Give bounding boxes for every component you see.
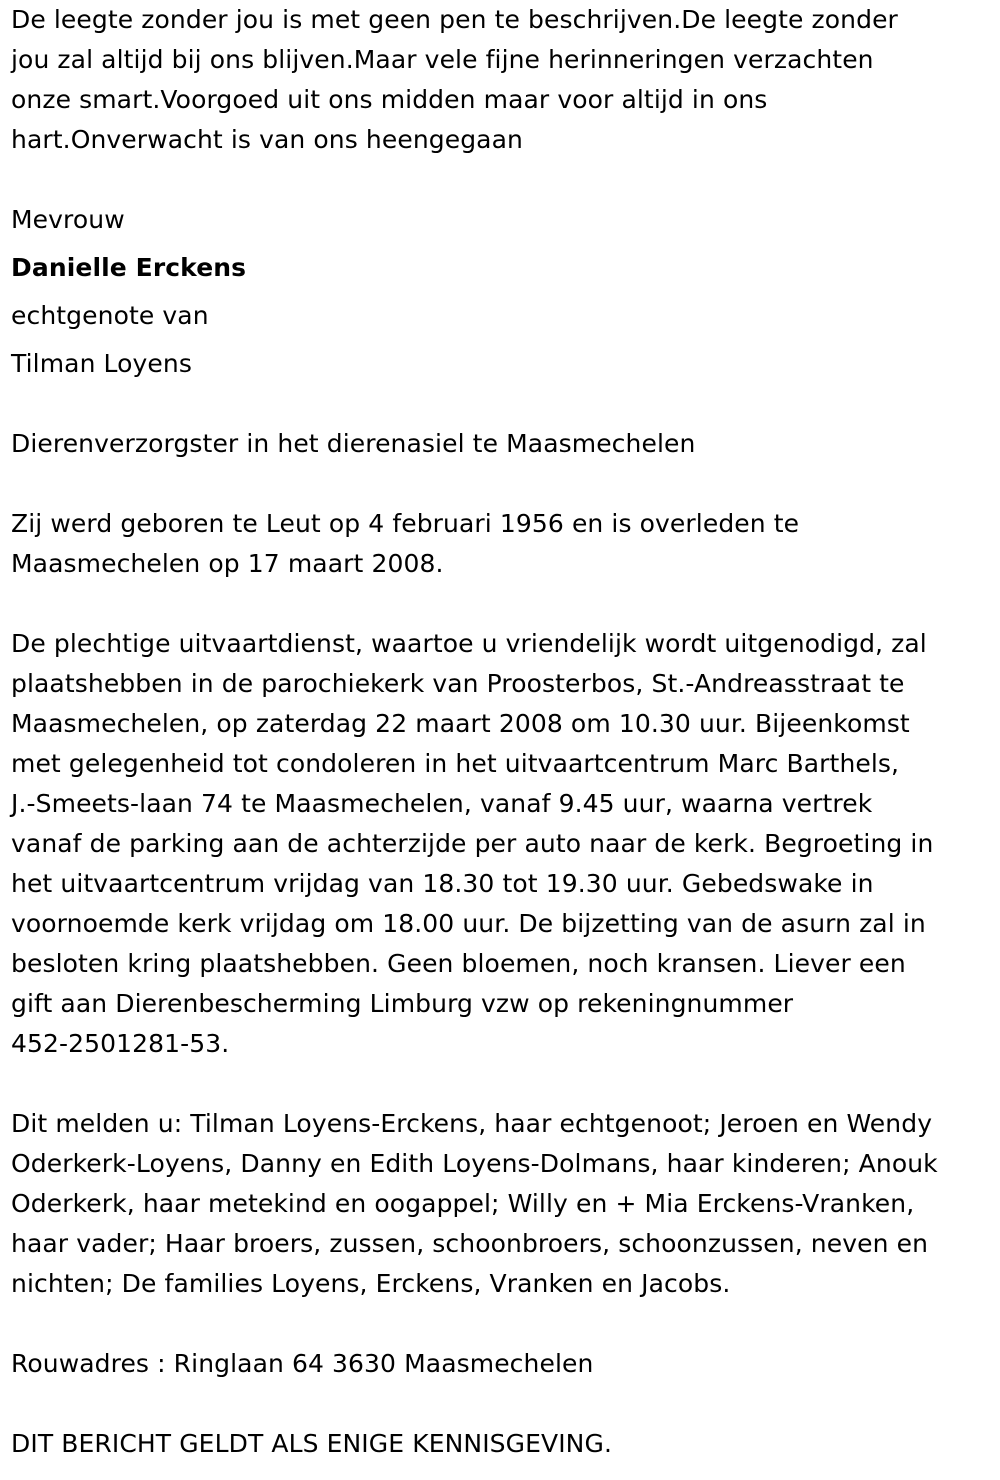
occupation-text: Dierenverzorgster in het dierenasiel te Maasmechelen bbox=[11, 429, 696, 458]
funeral-line: met gelegenheid tot condoleren in het uitvaartcentrum Marc Barthels, bbox=[11, 749, 900, 778]
announcers-line: nichten; De families Loyens, Erckens, Vranken en Jacobs. bbox=[11, 1269, 731, 1298]
funeral-line: het uitvaartcentrum vrijdag van 18.30 tot 19.30 uur. Gebedswake in bbox=[11, 869, 874, 898]
funeral-line: De plechtige uitvaartdienst, waartoe u vriendelijk wordt uitgenodigd, zal bbox=[11, 629, 927, 658]
person-block bbox=[11, 200, 991, 384]
intro-line: hart.Onverwacht is van ons heengegaan bbox=[11, 125, 523, 154]
announcers-line: Oderkerk, haar metekind en oogappel; Willy en + Mia Erckens-Vranken, bbox=[11, 1189, 915, 1218]
notice-paragraph bbox=[11, 1424, 991, 1464]
funeral-line: besloten kring plaatshebben. Geen bloemen, noch kransen. Liever een bbox=[11, 949, 906, 978]
birth-death-paragraph bbox=[11, 504, 991, 584]
funeral-paragraph bbox=[11, 624, 991, 1064]
funeral-line: Maasmechelen, op zaterdag 22 maart 2008 om 10.30 uur. Bijeenkomst bbox=[11, 709, 910, 738]
person-relation: echtgenote van bbox=[11, 301, 209, 330]
spouse-name: Tilman Loyens bbox=[11, 349, 192, 378]
funeral-line: vanaf de parking aan de achterzijde per auto naar de kerk. Begroeting in bbox=[11, 829, 934, 858]
person-name: Danielle Erckens bbox=[11, 253, 247, 282]
person-title: Mevrouw bbox=[11, 205, 125, 234]
funeral-line: voornoemde kerk vrijdag om 18.00 uur. De bijzetting van de asurn zal in bbox=[11, 909, 926, 938]
birth-death-line: Maasmechelen op 17 maart 2008. bbox=[11, 549, 444, 578]
announcers-line: haar vader; Haar broers, zussen, schoonbroers, schoonzussen, neven en bbox=[11, 1229, 929, 1258]
address-paragraph bbox=[11, 1344, 991, 1384]
funeral-line: J.-Smeets-laan 74 te Maasmechelen, vanaf 9.45 uur, waarna vertrek bbox=[11, 789, 873, 818]
obituary-document bbox=[11, 0, 991, 1464]
official-notice: DIT BERICHT GELDT ALS ENIGE KENNISGEVING. bbox=[11, 1429, 612, 1458]
intro-line: jou zal altijd bij ons blijven.Maar vele fijne herinneringen verzachten bbox=[11, 45, 874, 74]
announcers-line: Dit melden u: Tilman Loyens-Erckens, haar echtgenoot; Jeroen en Wendy bbox=[11, 1109, 933, 1138]
intro-paragraph bbox=[11, 0, 991, 160]
occupation-paragraph bbox=[11, 424, 991, 464]
intro-line: onze smart.Voorgoed uit ons midden maar voor altijd in ons bbox=[11, 85, 768, 114]
intro-line: De leegte zonder jou is met geen pen te beschrijven.De leegte zonder bbox=[11, 5, 898, 34]
announcers-line: Oderkerk-Loyens, Danny en Edith Loyens-Dolmans, haar kinderen; Anouk bbox=[11, 1149, 938, 1178]
mourning-address: Rouwadres : Ringlaan 64 3630 Maasmechelen bbox=[11, 1349, 594, 1378]
birth-death-line: Zij werd geboren te Leut op 4 februari 1956 en is overleden te bbox=[11, 509, 800, 538]
funeral-line: 452-2501281-53. bbox=[11, 1029, 230, 1058]
funeral-line: gift aan Dierenbescherming Limburg vzw op rekeningnummer bbox=[11, 989, 794, 1018]
announcers-paragraph bbox=[11, 1104, 991, 1304]
funeral-line: plaatshebben in de parochiekerk van Proosterbos, St.-Andreasstraat te bbox=[11, 669, 905, 698]
